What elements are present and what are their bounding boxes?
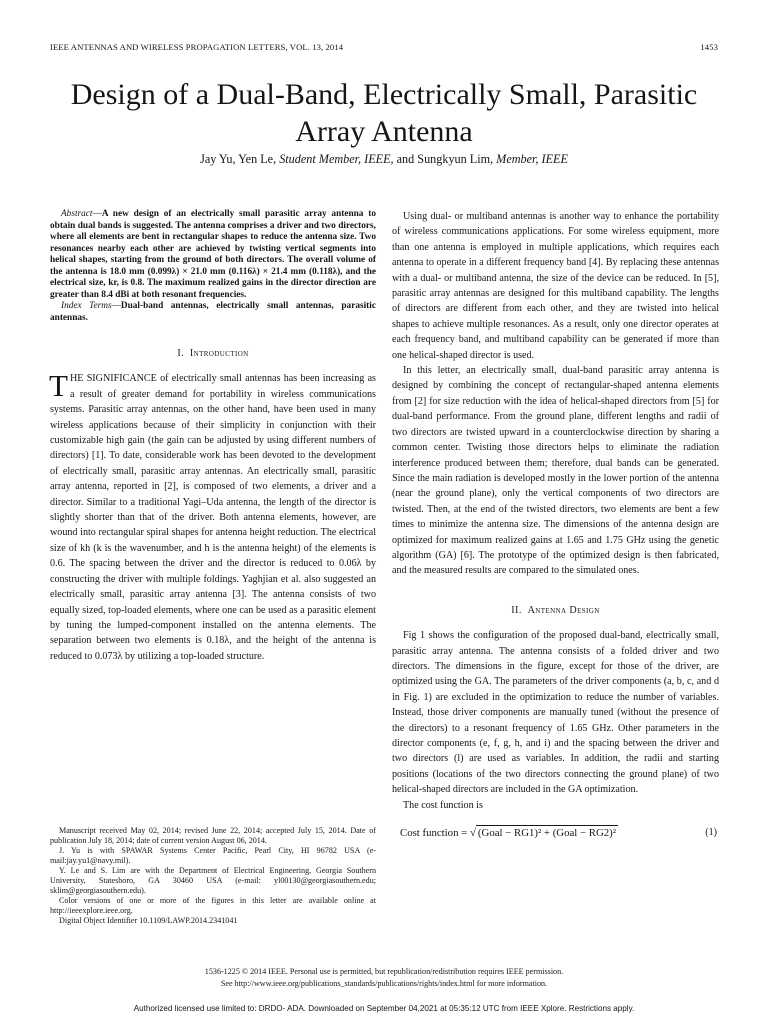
- index-terms-text: Dual-band antennas, electrically small antennas, parasitic antennas.: [50, 301, 376, 323]
- footnotes: [50, 826, 376, 926]
- download-watermark: Authorized licensed use limited to: DRDO- ADA. Downloaded on September 04,2021 at 05:35:12 UTC from IEEE Xplore. Restrictions apply.: [133, 1004, 635, 1013]
- section-heading-antenna-design: II. Antenna Design: [511, 604, 600, 616]
- right-column: [392, 209, 719, 843]
- paragraph-fig1: Fig 1 shows the configuration of the proposed dual-band, electrically small, parasitic array antenna. The antenna consists of a folded driver and two directors. The dimensions in the figure, except for those of the driver, are optimized using the GA. The parameters of the driver components (a, b, c, and d in Fig. 1) are excluded in the optimization to reduce the number of variables. Instead, those driver components are manually tuned (without the presence of the directors) to a resonant frequency of 1.65 GHz. Other parameters in the director components (e, f, g, h, and i) and the spacing between the driver and two directors (l) are used as variables. In addition, the radii and starting positions (locations of the two directors connecting the ground plane) of two helical-shaped directors are included in the GA optimization.: [392, 630, 719, 796]
- copyright-notice: [40, 966, 728, 990]
- abstract-label: Abstract: [61, 209, 93, 219]
- footnote-author-2: Y. Le and S. Lim are with the Department of Electrical Engineering, Georgia Southern University, Statesboro, GA 30460 USA (e-mail: yl00130@georgiasouthern.edu; sklim@georgiasouthern.edu).: [50, 866, 376, 895]
- paragraph-this-letter: In this letter, an electrically small, dual-band parasitic array antenna is designed by combining the concept of rectangular-shaped antenna elements from [2] for size reduction with the idea of helical-shaped directors from [5] for dual-band performance. From the ground plane, different lengths and radii of two directors are twisted upward in a counterclockwise direction by sharing a common center. Twisting those directors helps to eliminate the radiation interference produced between them; therefore, dual bands can be generated. Since the main radiation is developed mostly in the lower portion of the antenna (near the ground plane), only the vertical components of two directors are twisted. Then, at the end of the twisted directors, two elements are bent a few times to minimize the antenna size. The dimensions of the antenna design are optimized for maximum realized gains at 1.65 and 1.75 GHz using the genetic algorithm (GA) [6]. The prototype of the optimized design is then fabricated, and the measured results are compared to the simulated ones.: [392, 365, 719, 577]
- equation-1: [392, 823, 719, 843]
- journal-name: IEEE ANTENNAS AND WIRELESS PROPAGATION LETTERS, VOL. 13, 2014: [50, 42, 344, 52]
- paragraph-multiband: Using dual- or multiband antennas is another way to enhance the portability of wireless communications applications. For some wireless equipment, more than one antenna is employed in multiple applications, which requires each antenna to operate in a different frequency band [4]. By replacing these antennas with a dual- or multiband antenna, the size of the device can be reduced. In [5], parasitic array antennas are designed for this multiband capability. The lengths of directors are different from each other, and they are twisted into helical shapes to achieve multiple resonances. As a result, only one director operates at each frequency band, and multiband capability can be generated if more than one helical-shaped director is used.: [392, 211, 719, 361]
- footnote-received: Manuscript received May 02, 2014; revised June 22, 2014; accepted July 15, 2014. Date of publication July 18, 2014; date of current version August 06, 2014.: [50, 826, 376, 845]
- left-column: [50, 209, 376, 664]
- section-heading-introduction: I. Introduction: [177, 348, 249, 359]
- abstract: Abstract—A new design of an electrically small parasitic array antenna to obtain dual bands is suggested. The antenna comprises a driver and two directors, where all elements are bent in rectangular shapes to reduce the antenna size. Two resonances nearby each other are achieved by twisting vertical segments into helical shapes, starting from the ground of both directors. The overall volume of the antenna is 18.0 mm (0.099λ) × 21.0 mm (0.116λ) × 21.4 mm (0.118λ), and the electrical size, kr, is 0.8. The maximum realized gains in the director direction are greater than 8.4 dBi at both resonant frequencies.: [50, 209, 376, 300]
- copyright-line-2: See http://www.ieee.org/publications_standards/publications/rights/index.html for more information.: [220, 979, 548, 988]
- copyright-line-1: 1536-1225 © 2014 IEEE. Personal use is permitted, but republication/redistribution requires IEEE permission.: [204, 967, 564, 976]
- equation-cost-function: Cost function = √ (Goal − RG1)² + (Goal − RG2)²: [392, 825, 618, 841]
- abstract-text: A new design of an electrically small parasitic array antenna to obtain dual bands is suggested. The antenna comprises a driver and two directors, where all elements are bent in rectangular shapes to reduce the antenna size. Two resonances nearby each other are achieved by twisting vertical segments into helical shapes, starting from the ground of both directors. The overall volume of the antenna is 18.0 mm (0.099λ) × 21.0 mm (0.116λ) × 21.4 mm (0.118λ), and the electrical size, kr, is 0.8. The maximum realized gains in the director direction are greater than 8.4 dBi at both resonant frequencies.: [50, 209, 376, 300]
- paragraph-cost-function: The cost function is: [403, 799, 483, 811]
- index-terms-label: Index Terms: [61, 301, 112, 311]
- intro-paragraph: THE SIGNIFICANCE of electrically small antennas has been increasing as a result of greater demand for portability in wireless communications systems. Parasitic array antennas, on the other hand, have been used in many wireless applications because of their simplicity in conjunction with their customizable high gain (the gain can be adjusted by using different numbers of directors) [1]. To date, considerable work has been devoted to the development of electrically small, parasitic array antennas. An electrically small, parasitic array antenna, reported in [2], is composed of two elements, a driver and a director. Similar to a traditional Yagi–Uda antenna, the length of the director is slightly shorter than that of the driver. Both antenna elements, however, are wound into rectangular spiral shapes for antenna height reduction. The electrical size of kh (k is the wavenumber, and h is the antenna height) of the elements is 0.6. The spacing between the driver and the director is reduced to 0.06λ by constructing the driver with multiple foldings. Yaghjian et al. also suggested an electrically small, parasitic array antenna [3]. The antenna consists of two equally sized, top-loaded elements, where one can be used as a parasitic element by tuning the lumped-component installed on the antenna elements. The separation between two elements is 0.18λ, and the height of the antenna is reduced to 0.073λ by utilizing a top-loaded structure.: [49, 368, 376, 662]
- footnote-color: Color versions of one or more of the figures in this letter are available online at http://ieeexplore.ieee.org.: [50, 896, 376, 915]
- author-role-2: Member, IEEE: [496, 152, 568, 166]
- author-names-2: and Sungkyun Lim,: [396, 152, 494, 166]
- author-names-1: Jay Yu, Yen Le,: [200, 152, 277, 166]
- index-terms: Index Terms—Dual-band antennas, electrically small antennas, parasitic antennas.: [50, 301, 376, 323]
- paper-title: Design of a Dual-Band, Electrically Small, Parasitic Array Antenna: [70, 78, 698, 148]
- page-number: 1453: [700, 42, 718, 52]
- footnote-doi: Digital Object Identifier 10.1109/LAWP.2014.2341041: [59, 916, 238, 925]
- equation-number: (1): [705, 827, 717, 839]
- drop-cap: T: [49, 368, 68, 404]
- running-head: [50, 42, 718, 56]
- author-role-1: Student Member, IEEE,: [279, 152, 394, 166]
- equation-radicand: (Goal − RG1)² + (Goal − RG2)²: [476, 825, 618, 841]
- author-line: [40, 152, 728, 167]
- footnote-author-1: J. Yu is with SPAWAR Systems Center Pacific, Pearl City, HI 96782 USA (e-mail:jay.yu1@navy.mil).: [50, 846, 376, 865]
